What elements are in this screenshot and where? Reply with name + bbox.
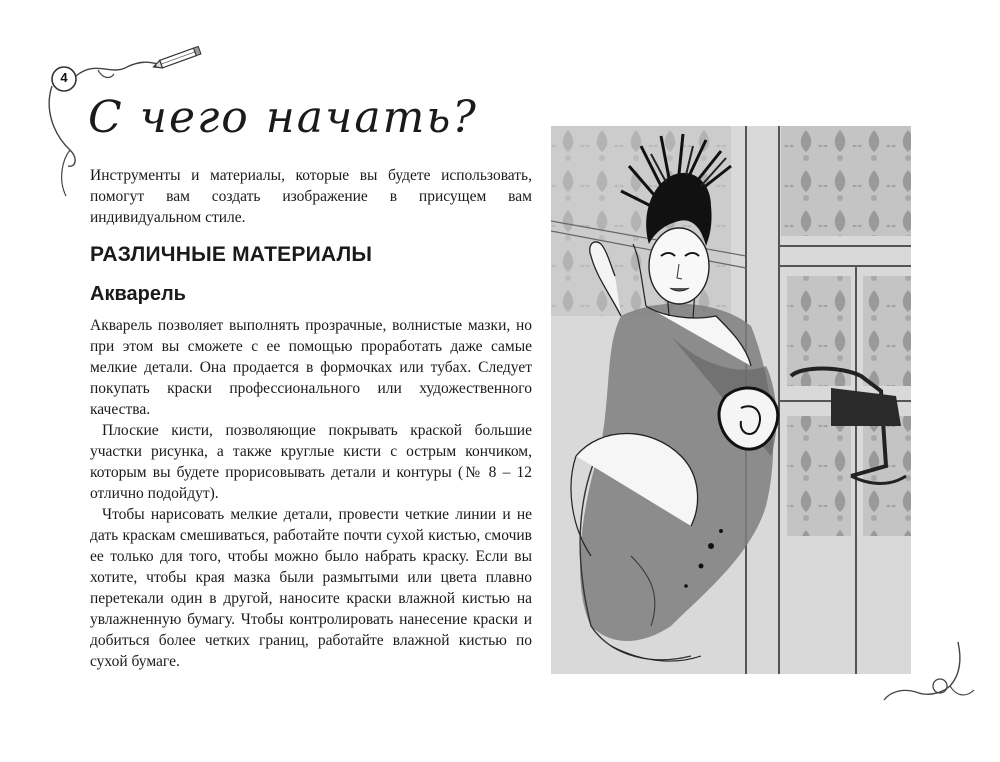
swirl-ornament-bottom	[880, 640, 980, 710]
paragraph-brushes: Плоские кисти, позволяющие покрывать краской большие участки рисунка, а также круглые кисти с острым кончиком, которым вы будете прорисовывать детали и контуры (№ 8 – 12 отлично подойдут).	[90, 422, 532, 502]
paragraph-technique: Чтобы нарисовать мелкие детали, провести четкие линии и не дать краскам смешиваться, работайте почти сухой кистью, смочив ее только для того, чтобы можно было набрать краску. Если вы хотите, чтобы края мазка были размытыми или цвета плавно перетекали один в другой, наносите краски влажной кистью на увлажненную бумагу. Чтобы контролировать нанесение краски и добиться более четких границ, работайте влажной кистью по сухой бумаге.	[90, 506, 532, 670]
paragraph-watercolor-intro: Акварель позволяет выполнять прозрачные, волнистые мазки, но при этом вы сможете с ее помощью проработать даже самые мелкие детали. Она продается в формочках или тубах. Следует покупать краски профессионального или художественного качества.	[90, 317, 532, 418]
page-number: 4	[60, 70, 68, 85]
fashion-illustration	[551, 126, 911, 674]
subsection-heading: Акварель	[90, 283, 186, 305]
section-heading: РАЗЛИЧНЫЕ МАТЕРИАЛЫ	[90, 243, 373, 266]
pencil-icon	[150, 46, 206, 70]
chapter-title: С чего начать?	[88, 92, 478, 143]
body-text	[90, 315, 532, 672]
intro-paragraph: Инструменты и материалы, которые вы будете использовать, помогут вам создать изображение в присущем вам индивидуальном стиле.	[90, 167, 532, 226]
